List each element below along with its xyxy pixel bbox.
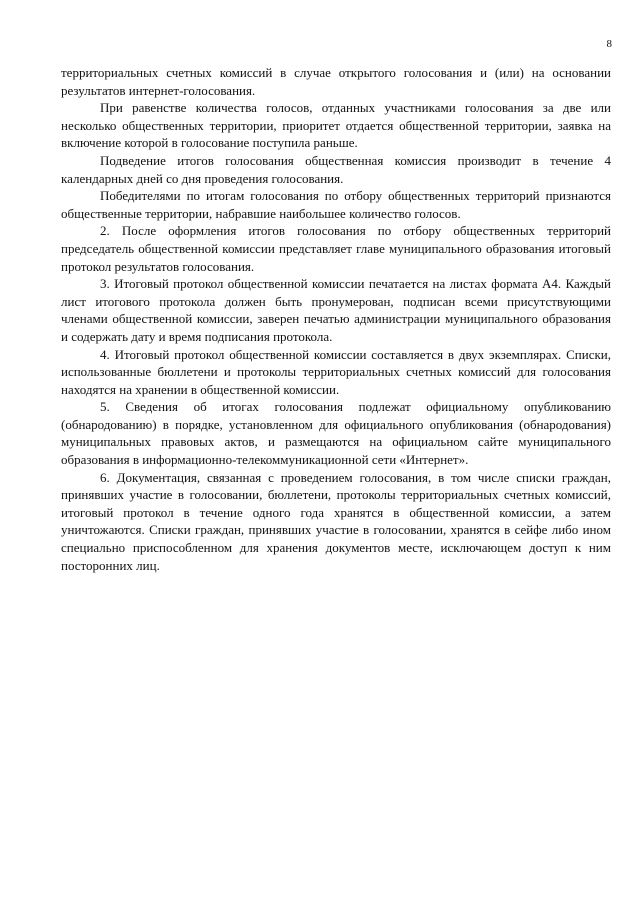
- paragraph-item-2: 2. После оформления итогов голосования по отбору общественных территорий председатель общественной комиссии представляет главе муниципального образования итоговый протокол результатов голосования.: [61, 223, 611, 274]
- paragraph-continuation: территориальных счетных комиссий в случае открытого голосования и (или) на основании результатов интернет-голосования.: [61, 65, 611, 98]
- paragraph-results-timing: Подведение итогов голосования общественная комиссия производит в течение 4 календарных дней со дня проведения голосования.: [61, 152, 611, 186]
- paragraph-winners: Победителями по итогам голосования по отбору общественных территорий признаются общественные территории, набравшие наибольшее количество голосов.: [61, 188, 611, 221]
- page-number: 8: [606, 38, 612, 50]
- paragraph-tie-rule: При равенстве количества голосов, отданных участниками голосования за две или несколько общественных территории, приоритет отдается общественной территории, заявка на включение которой в голосование поступила раньше.: [61, 100, 611, 151]
- document-body: [61, 64, 611, 574]
- paragraph-item-4: 4. Итоговый протокол общественной комиссии составляется в двух экземплярах. Списки, использованные бюллетени и протоколы территориальных счетных комиссий для голосования находятся на хранении в общественной комиссии.: [61, 346, 611, 397]
- paragraph-item-6: 6. Документация, связанная с проведением голосования, в том числе списки граждан, принявших участие в голосовании, бюллетени, протоколы территориальных счетных комиссий, итоговый протокол в течение одного года хранятся в общественной комиссии, а затем уничтожаются. Списки граждан, принявших участие в голосовании, хранятся в сейфе либо ином специально приспособленном для хранения документов месте, исключающем доступ к ним посторонних лиц.: [61, 469, 611, 573]
- paragraph-item-3: 3. Итоговый протокол общественной комиссии печатается на листах формата А4. Каждый лист итогового протокола должен быть пронумерован, подписан всеми присутствующими членами общественной комиссии, заверен печатью администрации муниципального образования и содержать дату и время подписания протокола.: [61, 276, 611, 344]
- paragraph-item-5: 5. Сведения об итогах голосования подлежат официальному опубликованию (обнародованию) в порядке, установленном для официального опубликования (обнародования) муниципальных правовых актов, и размещаются на официальном сайте муниципального образования в информационно-телекоммуникационной сети «Интернет».: [61, 399, 611, 468]
